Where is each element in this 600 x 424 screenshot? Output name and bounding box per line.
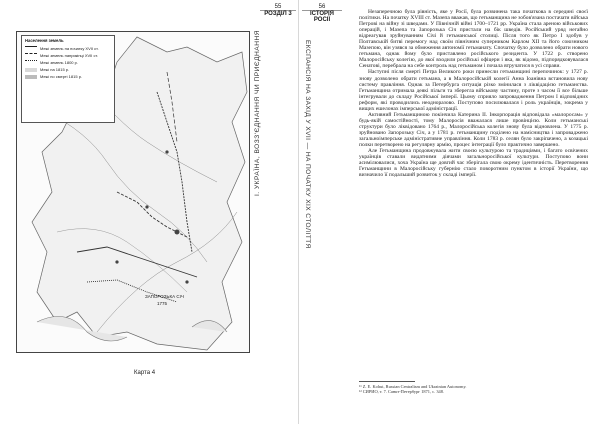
historical-map [16, 31, 250, 353]
footnotes [359, 384, 588, 394]
map-caption: Карта 4 [134, 370, 156, 376]
footnote: ¹² СИРИО, т. 7. Санкт-Петербург 1871, с. 348. [359, 389, 445, 395]
legend-label: Межі земель на початку XVII ст. [40, 46, 99, 51]
legend-item [22, 73, 114, 80]
legend-swatch-icon [25, 46, 37, 51]
left-running-title-text: І. УКРАЇНА, ВОЗЗ'ЄДНАННЯ ЧИ ПРИЄДНАННЯ [254, 30, 261, 197]
legend-swatch-icon [25, 60, 37, 65]
map-label-sich: ЗАПОРОЗЬКА СІЧ [145, 294, 184, 299]
footnote-divider [359, 381, 415, 382]
page-gutter [298, 0, 299, 424]
body-paragraph: Наступні після смерті Петра Великого роки принесли гетьманщині перепочинок: у 1727 р. знову дозволено обрати гетьмана, а в Малоросійській колегії Анна Іоанівна встановила нову систему правління. Однак за Петербурга ситуація різко змінилася з ліквідацією гетьманства. Гетьманщина отримала деякі пільги та зберегла військову частину, проте з часом її все більше інтегрували до складу Російської імперії. Цьому сприяло запровадження Петром I відповідних реформ, які проводились неодноразово. Поступово посилювалася і роль українців, зокрема у вищих ешелонах імперської адміністрації. [359, 69, 588, 112]
footnote: ¹¹ Z. E. Kohut, Russian Centralism and Ukrainian Autonomy. [359, 384, 467, 389]
left-page-number: 55 [274, 4, 282, 10]
map-label-year: 1775 [157, 301, 168, 306]
body-paragraph: Активний Гетьманщиною покінчила Катерина II. Інкорпорація відповідала «малоросам» у будь-якій самостійності, тому Малоросія вважалася лише провінцією. Коли гетьманські структури було ліквідовано 1764 р., Малоросійська колегія знову була відновлена. У 1775 р. зруйновано Запорозьку Січ, а у 1781 р. гетьманщину поділено на намісництва і запроваджено загальноімперське адміністративне управління. Коли 1783 р. селян було закріпачено, а козацькі полки перетворено на регулярну армію, процес інтеграції було практично завершено. [359, 111, 588, 149]
right-section-title: ІСТОРІЯ РОСІЇ [302, 10, 342, 23]
left-page-header [260, 4, 296, 17]
right-running-title-text: ЕКСПАНСІЯ НА ЗАХІД У XVII — НА ПОЧАТКУ XIX СТОЛІТТЯ [304, 40, 311, 249]
legend-swatch-icon [25, 68, 37, 72]
legend-item [22, 52, 114, 59]
legend-title: Населення земель [25, 38, 64, 43]
left-running-title [254, 30, 266, 390]
legend-label: Межі на 1815 р. [40, 67, 70, 72]
left-section-title: РОЗДІЛ 3 [260, 10, 296, 17]
map-legend [21, 35, 115, 123]
body-paragraph: Але Гетьманщина продовжувала жити своєю культурою та традиціями, і багато освічених українців ставали видатними діячами загальноросійської культури. Поступово вони асимілювалися, хоча Україна ще довгий час зберігала свою окрему ідентичність. Перетворення Гетьманщини в Малоросійську губернію стало поворотним пунктом в історії України, що визначило її подальший розвиток у складі імперії. [359, 148, 588, 179]
legend-label: Межі по смерті 1815 р. [40, 74, 83, 79]
right-page-header [302, 4, 342, 23]
legend-item [22, 59, 114, 66]
legend-swatch-icon [25, 75, 37, 79]
legend-item [22, 66, 114, 73]
body-text [359, 9, 588, 178]
legend-swatch-icon [25, 53, 37, 58]
right-running-title [304, 40, 344, 370]
right-page-number: 56 [318, 4, 326, 10]
legend-label: Межі земель 1800 р. [40, 60, 78, 65]
legend-item [22, 45, 114, 52]
legend-label: Межі земель наприкінці XVII ст. [40, 53, 98, 58]
body-paragraph: Незаперечною була рівність, яке у Росії, була розвинена така початкова в середині своєї політики. На початку XVIII ст. Мазепа вважав, що гетьманщина не зобов'язана постачати війська Петрові на війну зі шведами. У Північній війні 1700–1721 рр. Україна стала ареною військових операцій, і Мазепа та Запорозька Січ пристали на бік шведів. Російський уряд негайно відреагував зруйнуванням Січі й гетьманської столиці. Після того як Петро I здобув у Полтавській битві перемогу над своїм північним суперником Карлом XII та його союзником Мазепою, він узявся за обмеження автономії гетьманату. Спочатку було дозволено обрати нового гетьмана, однак йому було приставлено російського резидента. У 1722 р. створено Малоросійську колегію, до якої входили російські офіцери і яка, як відомо, підпорядковувалася Сенатові, перебрала на себе контроль над гетьманом і почала втручатися в усі справи. [359, 9, 588, 70]
